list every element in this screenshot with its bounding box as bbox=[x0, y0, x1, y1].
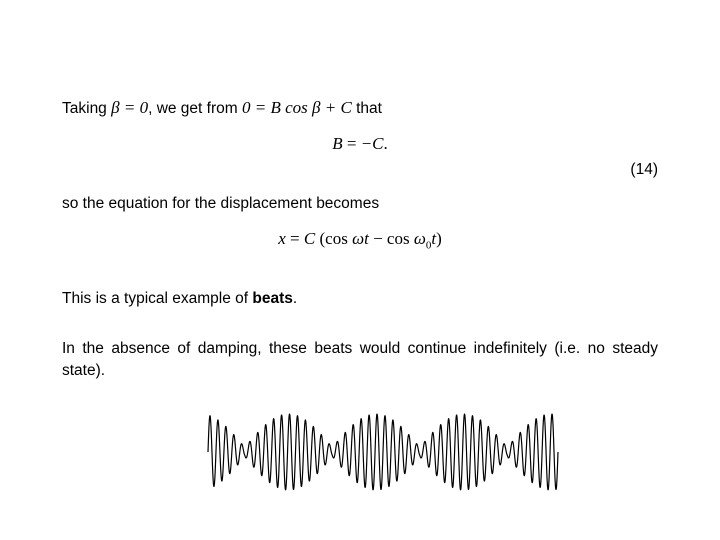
disp-equals: = bbox=[285, 229, 304, 248]
eq14-period: . bbox=[383, 134, 388, 153]
displacement-equation bbox=[0, 229, 720, 251]
beats-waveform-path bbox=[208, 414, 558, 490]
beats-suffix: . bbox=[292, 290, 298, 307]
beats-line bbox=[62, 288, 658, 310]
disp-x: x bbox=[278, 229, 286, 248]
beats-bold: beats bbox=[252, 290, 293, 307]
eq14-rhs: −C bbox=[360, 134, 384, 153]
disp-C: C bbox=[303, 229, 316, 248]
disp-omega-t: ωt bbox=[352, 229, 369, 248]
disp-t: t bbox=[431, 229, 437, 248]
beats-prefix: This is a typical example of bbox=[62, 290, 253, 307]
disp-omega0: ω bbox=[413, 229, 426, 248]
displacement-text: so the equation for the displacement becomes bbox=[62, 195, 380, 212]
damping-text: In the absence of damping, these beats would continue indefinitely (i.e. no steady state). bbox=[62, 340, 658, 379]
intro-we-get: , we get from bbox=[148, 100, 242, 117]
equation-14 bbox=[0, 134, 720, 154]
beta-zero-math: β = 0 bbox=[111, 98, 149, 117]
equation-number: (14) bbox=[630, 161, 658, 178]
disp-open-paren: ( bbox=[315, 229, 326, 248]
beats-waveform-icon bbox=[200, 408, 566, 496]
eq14-equals: = bbox=[342, 134, 361, 153]
disp-close-paren: ) bbox=[436, 229, 442, 248]
disp-sub0: 0 bbox=[425, 239, 432, 252]
disp-minus: − bbox=[368, 229, 387, 248]
disp-cos1: cos bbox=[325, 229, 353, 248]
eq14-lhs: B bbox=[332, 134, 343, 153]
relation-math: 0 = B cos β + C bbox=[241, 98, 352, 117]
disp-cos2: cos bbox=[386, 229, 414, 248]
intro-that: that bbox=[351, 100, 382, 117]
intro-taking: Taking bbox=[62, 100, 112, 117]
intro-line bbox=[62, 97, 658, 120]
